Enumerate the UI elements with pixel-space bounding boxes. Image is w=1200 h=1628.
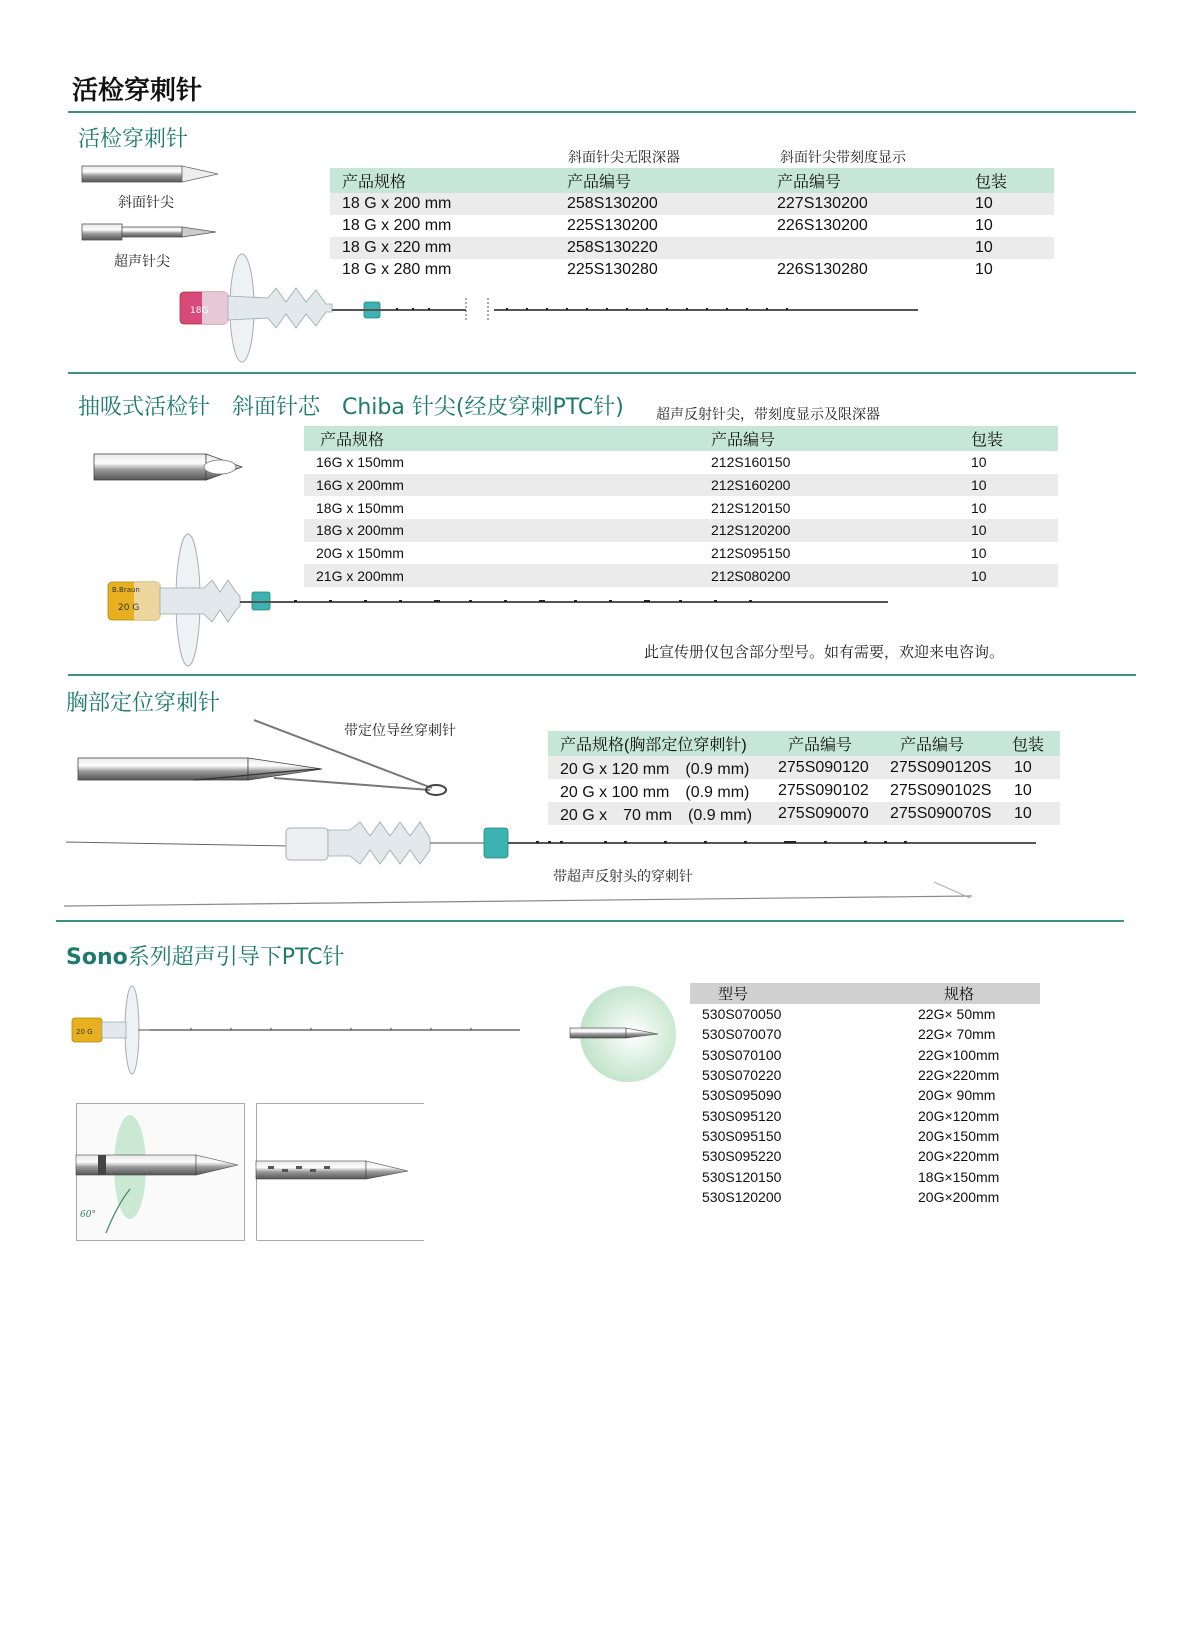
needle-brand: B.Braun [112,586,140,594]
echo-tip-caption: 超声针尖 [114,254,170,270]
table-row: 18G x 150mm 212S120150 10 [316,499,987,516]
sono-tip-closeup-image [76,1103,246,1241]
table-row: 530S120200 20G×200mm [690,1187,1040,1207]
section-divider [56,920,1124,922]
section-divider [68,111,1136,113]
table-row: 530S095090 20G× 90mm [690,1085,1040,1105]
section-divider [68,674,1136,676]
header-code: 产品编号 [555,168,765,193]
section1-title: 活检穿刺针 [78,127,189,152]
table-row: 530S095220 20G×220mm [690,1146,1040,1166]
table-row: 530S070070 22G× 70mm [690,1024,1040,1044]
group-label-1: 斜面针尖无限深器 [568,150,680,166]
table-row: 530S095120 20G×120mm [690,1105,1040,1125]
section-divider [68,372,1136,374]
section4-title-text: 系列超声引导下PTC针 [127,945,345,970]
header-spec: 产品规格 [330,168,555,193]
table-row: 16G x 200mm 212S160200 10 [304,474,1058,497]
echo-tip-needle-caption: 带超声反射头的穿刺针 [553,869,693,885]
needle-hub-label: 18G [190,306,209,316]
table-row: 530S070050 22G× 50mm [690,1004,1040,1024]
table-row: 530S070100 22G×100mm [690,1045,1040,1065]
guide-wire-caption: 带定位导丝穿刺针 [344,723,456,739]
breast-localization-needle-image [64,816,1044,912]
page-title: 活检穿刺针 [72,76,203,106]
section4-title-brand: Sono [66,945,128,970]
biopsy-needle-image [176,252,926,364]
sono-tip-lens-image [570,984,670,1084]
table-row: 530S070220 22G×220mm [690,1065,1040,1085]
header-code: 产品编号 [765,168,963,193]
echo-tip-image [80,218,220,246]
sono-echo-tip-image [256,1103,426,1241]
header-spec: 规格 [906,983,1040,1004]
table-row: 20 G x 100 mm (0.9 mm) 275S090102 275S090102S 10 [560,781,1032,801]
needle-hub-label: 20 G [76,1028,93,1036]
header-pack: 包装 [959,426,1058,451]
section4-title [66,940,345,971]
table-row: 20 G x 120 mm (0.9 mm) 275S090120 275S090120S 10 [548,756,1060,779]
group-label-2: 斜面针尖带刻度显示 [780,150,906,166]
table-row: 21G x 200mm 212S080200 10 [304,564,1058,587]
section2-title: 抽吸式活检针 斜面针芯 Chiba 针尖(经皮穿刺PTC针) [78,395,624,420]
header-model: 型号 [690,983,906,1004]
bevel-tip-caption: 斜面针尖 [118,195,174,211]
header-spec: 产品规格(胸部定位穿刺针) [548,731,776,756]
needle-hub-label: 20 G [118,603,140,613]
table-row: 18 G x 200 mm 225S130200 226S130200 10 [342,217,993,234]
table-row: 20G x 150mm 212S095150 10 [316,545,987,562]
header-code: 产品编号 [888,731,1010,756]
header-code: 产品编号 [776,731,888,756]
header-pack: 包装 [1010,731,1060,756]
bevel-tip-image [80,160,220,190]
table-row: 530S120150 18G×150mm [690,1166,1040,1186]
section3-title: 胸部定位穿刺针 [66,691,221,716]
chiba-tip-image [92,450,248,484]
header-code: 产品编号 [699,426,959,451]
table-row: 18 G x 220 mm 258S130220 10 [330,237,1054,259]
table-row: 16G x 150mm 212S160150 10 [316,454,987,471]
header-spec: 产品规格 [304,426,699,451]
table-row: 18 G x 280 mm 225S130280 226S130280 10 [342,261,993,278]
angle-label: 60° [80,1210,96,1220]
guide-wire-needle-image [74,716,464,806]
catalog-note: 此宣传册仅包含部分型号。如有需要，欢迎来电咨询。 [644,643,1005,661]
section2-subtitle: 超声反射针尖，带刻度显示及限深器 [656,407,880,423]
table-row: 18G x 200mm 212S120200 10 [304,519,1058,542]
table-row: 530S095150 20G×150mm [690,1126,1040,1146]
header-pack: 包装 [963,168,1054,193]
sono-needle-image [70,984,522,1076]
table-row: 20 G x 70 mm (0.9 mm) 275S090070 275S090070S 10 [548,802,1060,825]
table-row: 18 G x 200 mm 258S130200 227S130200 10 [330,193,1054,215]
section4-table [690,983,1040,1207]
section3-table [548,731,1060,825]
